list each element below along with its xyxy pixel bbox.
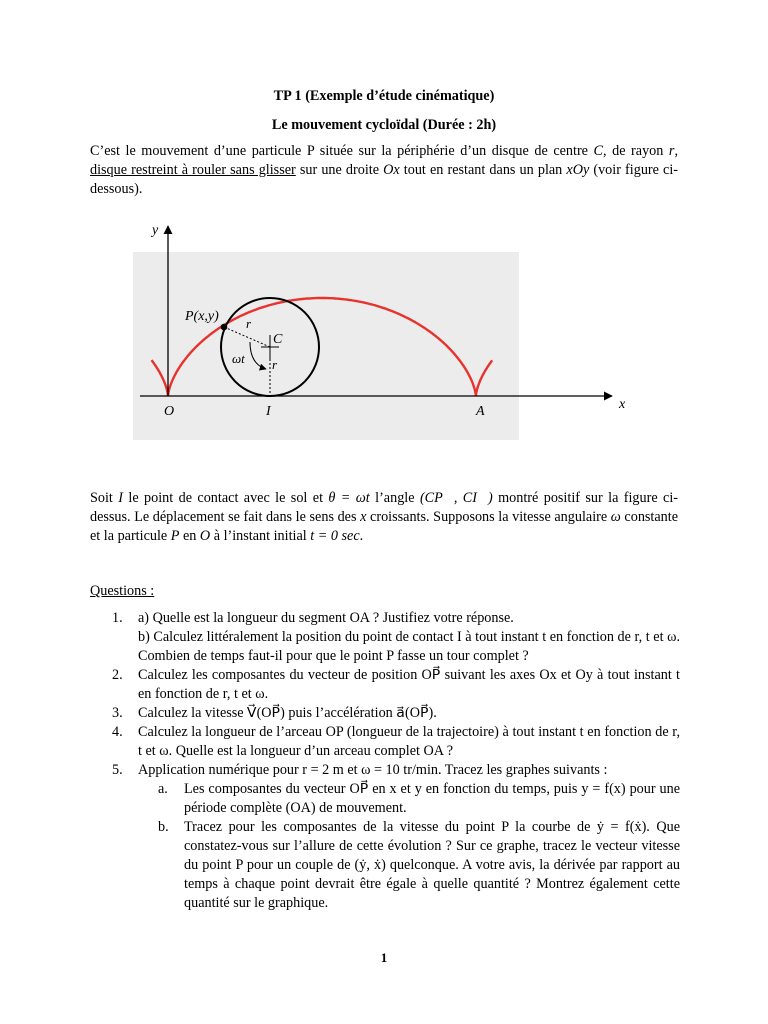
label-i: I (266, 404, 271, 419)
question-1a: a) Quelle est la longueur du segment OA ? Justifiez votre réponse. (138, 610, 514, 626)
label-x: x (619, 397, 626, 412)
label-r2: r (272, 357, 278, 372)
figure-background (133, 252, 519, 440)
question-1b: b) Calculez littéralement la position du point de contact I à tout instant t en fonction de r, t et ω. Combien de temps faut-il pour que le point P fasse un tour complet ? (138, 629, 680, 664)
question-5: 5. Application numérique pour r = 2 m et ω = 10 tr/min. Tracez les graphes suivants : (112, 762, 608, 778)
subquestion-a: a. Les composantes du vecteur OP⃗ en x et y en fonction du temps, puis y = f(x) pour une période complète (OA) de mouvement. (158, 781, 680, 816)
label-y: y (152, 223, 159, 238)
questions-list (90, 609, 680, 913)
particle-point (221, 324, 228, 331)
cycloid-diagram (100, 218, 640, 443)
page-number: 1 (380, 950, 388, 965)
document-subtitle: Le mouvement cycloïdal (Durée : 2h) (271, 117, 497, 133)
intro-paragraph: C’est le mouvement d’une particule P située sur la périphérie d’un disque de centre C, de rayon r, disque restreint à rouler sans glisser sur une droite Ox tout en restant dans un plan xOy (voir figure ci-dessous). (90, 143, 679, 197)
question-4: 4. Calculez la longueur de l’arceau OP (longueur de la trajectoire) à tout instant t en fonction de r, t et ω. Quelle est la longueur d’un arceau complet OA ? (112, 724, 680, 759)
label-r1: r (246, 316, 252, 331)
questions-heading: Questions : (90, 583, 155, 599)
subquestion-b: b. Tracez pour les composantes de la vitesse du point P la courbe de ẏ = f(ẋ). Que constatez-vous sur l’allure de cette évolution ? Sur ce graphe, tracez le vecteur vitesse du point P pour un couple de (ẏ, ẋ) quelconque. A votre avis, la dérivée par rapport au temps à chaque point devrait être égale à quelle quantité ? Montrez également cette quantité sur le graphique. (158, 819, 680, 911)
cycloid-figure (100, 218, 640, 443)
label-p: P(x,y) (185, 309, 219, 324)
label-c: C (273, 332, 283, 347)
description-paragraph: Soit I le point de contact avec le sol et θ = ωt l’angle (CP⃗, CI⃗) montré positif sur la figure ci-dessus. Le déplacement se fait dans le sens des x croissants. Supposons la vitesse angulaire ω constante et la particule P en O à l’instant initial t = 0 sec. (90, 490, 679, 544)
question-3: 3. Calculez la vitesse V⃗(OP⃗) puis l’accélération a⃗(OP⃗). (112, 705, 437, 721)
question-2: 2. Calculez les composantes du vecteur de position OP⃗ suivant les axes Ox et Oy à tout instant t en fonction de r, t et ω. (112, 667, 680, 702)
question-1: 1. a) Quelle est la longueur du segment OA ? Justifiez votre réponse. b) Calculez littéralement la position du point de contact I à tout instant t en fonction de r, t et ω. Combien de temps faut-il pour que le point P fasse un tour complet ? (112, 610, 680, 664)
document-title: TP 1 (Exemple d’étude cinématique) (273, 88, 495, 104)
label-o: O (164, 404, 175, 419)
label-a: A (476, 404, 485, 419)
underlined-phrase: disque restreint à rouler sans glisser (90, 162, 296, 178)
label-wt: ωt (232, 351, 245, 366)
